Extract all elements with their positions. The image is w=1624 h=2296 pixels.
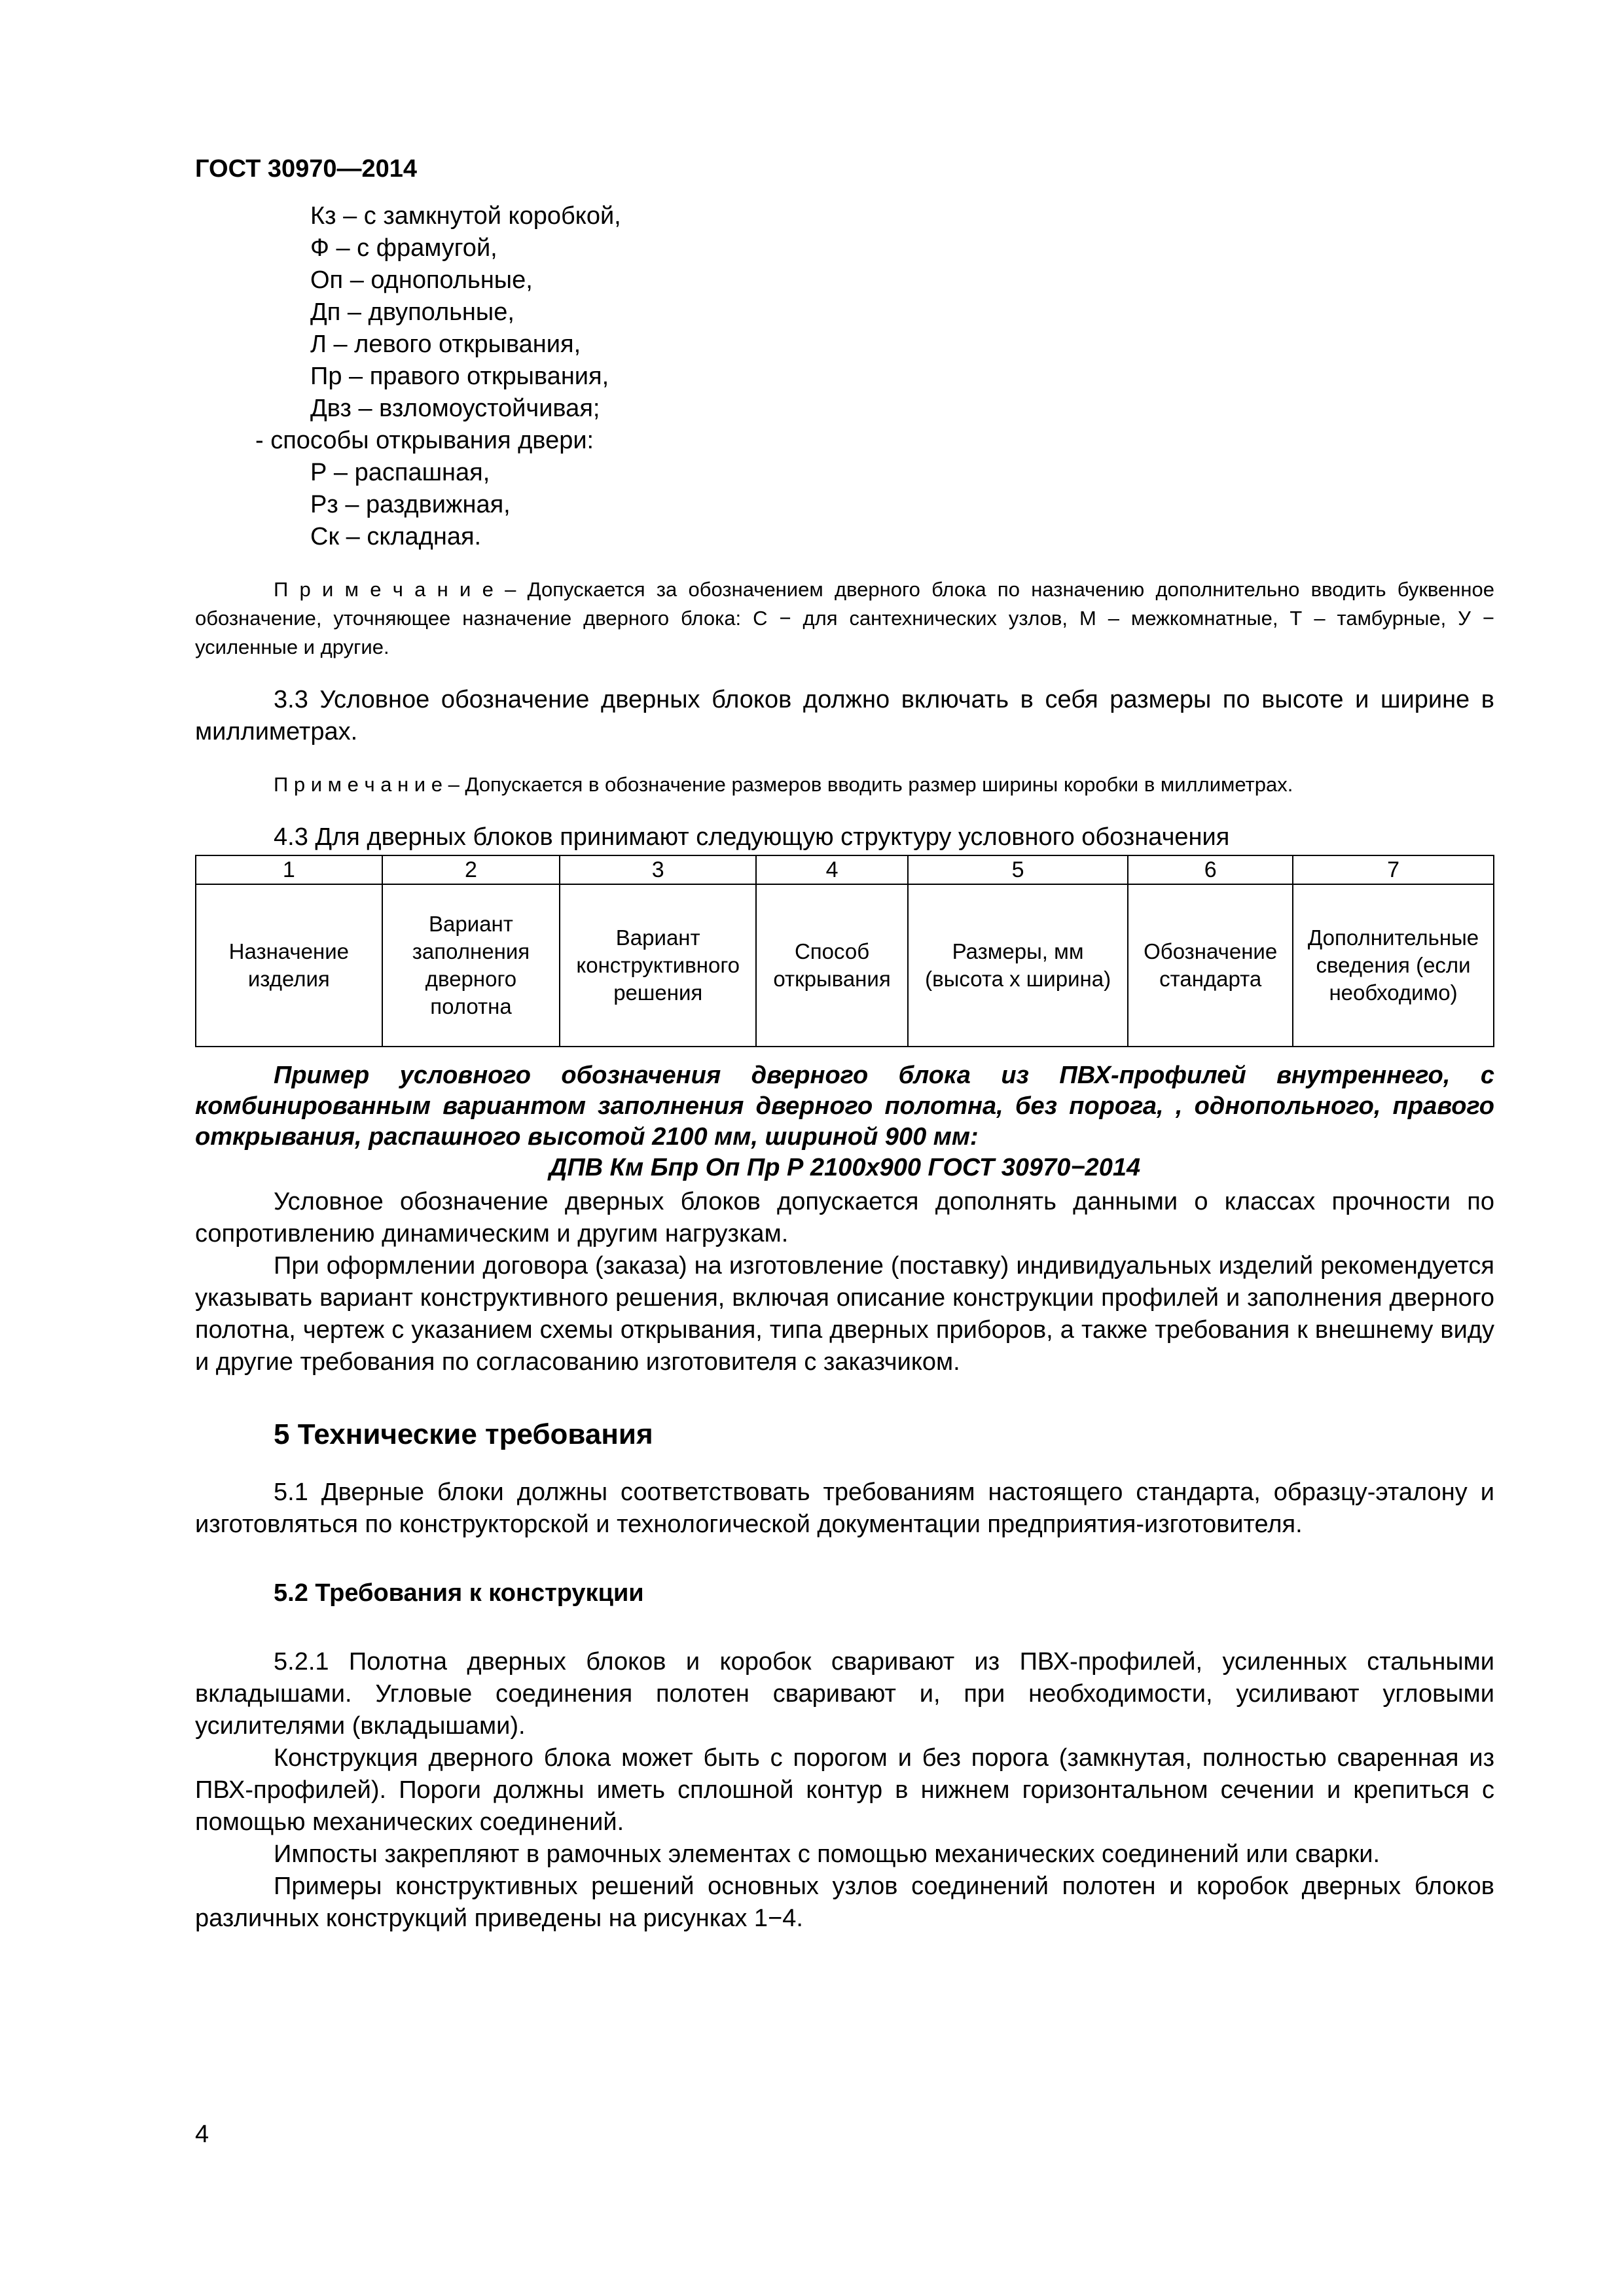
table-column-number: 2 [382, 855, 560, 884]
section-5-title: 5 Технические требования [274, 1418, 653, 1450]
paragraph-threshold: Конструкция дверного блока может быть с порогом и без порога (замкнутая, полностью сваренная из ПВХ-профилей). Пороги должны иметь сплошной контур в нижнем горизонтальном сечении и крепиться с помощью механических соединений. [195, 1744, 1494, 1836]
document-page [195, 154, 1494, 1935]
list-item: - способы открывания двери: [255, 427, 594, 454]
paragraph-figures: Примеры конструктивных решений основных узлов соединений полотен и коробок дверных блоков различных конструкций приведены на рисунках 1−4. [195, 1873, 1494, 1932]
table-column-number: 7 [1293, 855, 1494, 884]
paragraph-strength: Условное обозначение дверных блоков допускается дополнять данными о классах прочности по сопротивлению динамическим и другим нагрузкам. [195, 1188, 1494, 1247]
list-item: Р – распашная, [310, 459, 490, 486]
list-item: Пр – правого открывания, [310, 363, 609, 390]
table-cell: Обозначение стандарта [1128, 884, 1293, 1047]
table-cell: Вариант конструктивного решения [560, 884, 756, 1047]
list-item: Кз – с замкнутой коробкой, [310, 202, 621, 230]
designation-example: Пример условного обозначения дверного блока из ПВХ-профилей внутреннего, с комбинированным вариантом заполнения дверного полотна, без порога, , однопольного, правого открывания, распашного высотой 2100 мм, шириной 900 мм: [195, 1062, 1494, 1151]
designation-structure-table [195, 855, 1494, 1047]
list-item: Рз – раздвижная, [310, 491, 511, 518]
list-item: Ск – складная. [310, 523, 482, 550]
list-item: Ф – с фрамугой, [310, 234, 497, 262]
designation-list [195, 200, 1494, 553]
document-header: ГОСТ 30970—2014 [195, 155, 418, 183]
list-item: Оп – однопольные, [310, 266, 533, 294]
table-row [196, 884, 1494, 1047]
list-item: Л – левого открывания, [310, 331, 581, 358]
table-header-row [196, 855, 1494, 884]
table-cell: Способ открывания [756, 884, 908, 1047]
table-column-number: 5 [908, 855, 1128, 884]
subsection-5-2-title: 5.2 Требования к конструкции [274, 1579, 644, 1607]
table-column-number: 4 [756, 855, 908, 884]
table-caption: 4.3 Для дверных блоков принимают следующую структуру условного обозначения [274, 823, 1230, 851]
table-column-number: 1 [196, 855, 382, 884]
table-cell: Размеры, мм (высота х ширина) [908, 884, 1128, 1047]
paragraph-5-1: 5.1 Дверные блоки должны соответствовать требованиям настоящего стандарта, образцу-эталону и изготовляться по конструкторской и технологической документации предприятия-изготовителя. [195, 1479, 1494, 1538]
table-column-number: 3 [560, 855, 756, 884]
list-item: Двз – взломоустойчивая; [310, 395, 600, 422]
note-1: П р и м е ч а н и е – Допускается за обозначением дверного блока по назначению дополнительно вводить буквенное обозначение, уточняющее назначение дверного блока: С − для сантехнических узлов, М – межкомнатные, Т – тамбурные, У − усиленные и другие. [195, 578, 1494, 658]
list-item: Дп – двупольные, [310, 298, 514, 326]
table-cell: Назначение изделия [196, 884, 382, 1047]
table-cell: Вариант заполнения дверного полотна [382, 884, 560, 1047]
table-cell: Дополнительные сведения (если необходимо) [1293, 884, 1494, 1047]
note-2: П р и м е ч а н и е – Допускается в обозначение размеров вводить размер ширины коробки в миллиметрах. [274, 773, 1293, 796]
designation-example-code: ДПВ Км Бпр Оп Пр Р 2100х900 ГОСТ 30970−2014 [549, 1154, 1141, 1181]
paragraph-3-3: 3.3 Условное обозначение дверных блоков должно включать в себя размеры по высоте и ширине в миллиметрах. [195, 686, 1494, 745]
paragraph-contract: При оформлении договора (заказа) на изготовление (поставку) индивидуальных изделий рекомендуется указывать вариант конструктивного решения, включая описание конструкции профилей и заполнения дверного полотна, чертеж с указанием схемы открывания, типа дверных приборов, а также требования к внешнему виду и другие требования по согласованию изготовителя с заказчиком. [195, 1252, 1494, 1376]
paragraph-5-2-1: 5.2.1 Полотна дверных блоков и коробок сваривают из ПВХ-профилей, усиленных стальными вкладышами. Угловые соединения полотен сваривают и, при необходимости, усиливают угловыми усилителями (вкладышами). [195, 1648, 1494, 1740]
page-number: 4 [195, 2121, 209, 2148]
table-column-number: 6 [1128, 855, 1293, 884]
paragraph-imposts: Импосты закрепляют в рамочных элементах с помощью механических соединений или сварки. [274, 1840, 1380, 1868]
